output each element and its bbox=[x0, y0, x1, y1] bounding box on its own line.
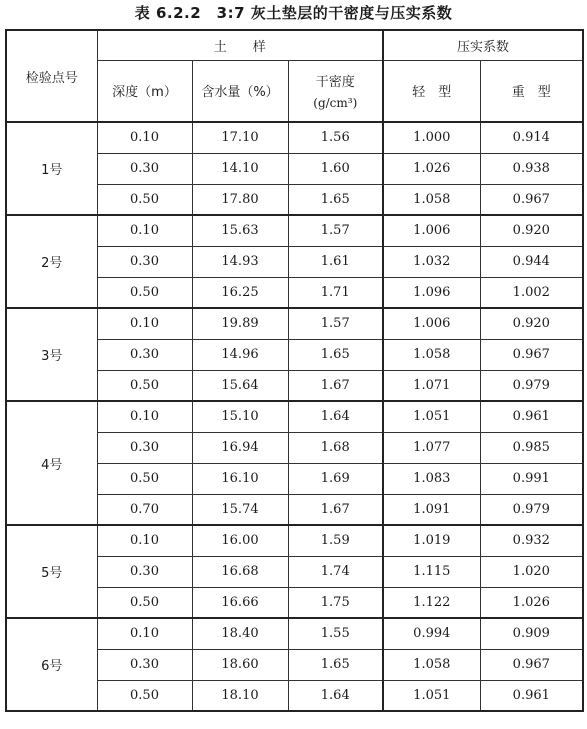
dry-density-cell: 1.57 bbox=[288, 215, 383, 246]
depth-cell: 0.50 bbox=[97, 463, 192, 494]
heavy-compaction-cell: 0.961 bbox=[480, 680, 583, 711]
moisture-cell: 14.10 bbox=[192, 153, 288, 184]
depth-cell: 0.30 bbox=[97, 556, 192, 587]
dry-density-cell: 1.59 bbox=[288, 525, 383, 556]
heavy-compaction-cell: 0.967 bbox=[480, 649, 583, 680]
table-row bbox=[6, 401, 583, 432]
heavy-compaction-cell: 0.932 bbox=[480, 525, 583, 556]
dry-density-cell: 1.55 bbox=[288, 618, 383, 649]
light-compaction-cell: 1.051 bbox=[383, 401, 480, 432]
dry-density-cell: 1.71 bbox=[288, 277, 383, 308]
light-compaction-cell: 1.006 bbox=[383, 215, 480, 246]
heavy-compaction-cell: 1.026 bbox=[480, 587, 583, 618]
depth-cell: 0.30 bbox=[97, 649, 192, 680]
header-compaction: 压实系数 bbox=[383, 30, 583, 60]
table-row bbox=[6, 215, 583, 246]
header-point: 检验点号 bbox=[6, 30, 97, 122]
light-compaction-cell: 1.077 bbox=[383, 432, 480, 463]
moisture-cell: 16.25 bbox=[192, 277, 288, 308]
moisture-cell: 16.68 bbox=[192, 556, 288, 587]
moisture-cell: 18.60 bbox=[192, 649, 288, 680]
heavy-compaction-cell: 1.020 bbox=[480, 556, 583, 587]
point-label: 5号 bbox=[6, 525, 97, 618]
light-compaction-cell: 1.000 bbox=[383, 122, 480, 153]
depth-cell: 0.10 bbox=[97, 215, 192, 246]
dry-density-cell: 1.65 bbox=[288, 339, 383, 370]
dry-density-cell: 1.69 bbox=[288, 463, 383, 494]
heavy-compaction-cell: 0.967 bbox=[480, 339, 583, 370]
light-compaction-cell: 1.006 bbox=[383, 308, 480, 339]
heavy-compaction-cell: 0.938 bbox=[480, 153, 583, 184]
dry-density-cell: 1.67 bbox=[288, 494, 383, 525]
moisture-cell: 16.00 bbox=[192, 525, 288, 556]
depth-cell: 0.30 bbox=[97, 339, 192, 370]
point-label: 2号 bbox=[6, 215, 97, 308]
light-compaction-cell: 1.071 bbox=[383, 370, 480, 401]
moisture-cell: 18.10 bbox=[192, 680, 288, 711]
header-light: 轻 型 bbox=[383, 60, 480, 122]
moisture-cell: 15.74 bbox=[192, 494, 288, 525]
depth-cell: 0.30 bbox=[97, 432, 192, 463]
table-row bbox=[6, 618, 583, 649]
dry-density-cell: 1.67 bbox=[288, 370, 383, 401]
moisture-cell: 19.89 bbox=[192, 308, 288, 339]
dry-density-cell: 1.68 bbox=[288, 432, 383, 463]
depth-cell: 0.10 bbox=[97, 525, 192, 556]
dry-density-cell: 1.65 bbox=[288, 184, 383, 215]
depth-cell: 0.50 bbox=[97, 184, 192, 215]
heavy-compaction-cell: 0.914 bbox=[480, 122, 583, 153]
moisture-cell: 16.10 bbox=[192, 463, 288, 494]
table-row bbox=[6, 308, 583, 339]
light-compaction-cell: 1.058 bbox=[383, 649, 480, 680]
heavy-compaction-cell: 1.002 bbox=[480, 277, 583, 308]
header-dry-density-unit: (g/cm³) bbox=[313, 96, 358, 111]
dry-density-cell: 1.64 bbox=[288, 401, 383, 432]
depth-cell: 0.50 bbox=[97, 680, 192, 711]
point-label: 4号 bbox=[6, 401, 97, 525]
header-dry-density-label: 干密度 bbox=[315, 75, 355, 91]
light-compaction-cell: 1.091 bbox=[383, 494, 480, 525]
moisture-cell: 15.64 bbox=[192, 370, 288, 401]
dry-density-cell: 1.65 bbox=[288, 649, 383, 680]
header-row-top bbox=[6, 30, 583, 60]
depth-cell: 0.30 bbox=[97, 246, 192, 277]
moisture-cell: 14.96 bbox=[192, 339, 288, 370]
point-label: 1号 bbox=[6, 122, 97, 215]
point-label: 6号 bbox=[6, 618, 97, 711]
moisture-cell: 14.93 bbox=[192, 246, 288, 277]
light-compaction-cell: 1.058 bbox=[383, 184, 480, 215]
heavy-compaction-cell: 0.985 bbox=[480, 432, 583, 463]
depth-cell: 0.10 bbox=[97, 122, 192, 153]
depth-cell: 0.70 bbox=[97, 494, 192, 525]
depth-cell: 0.10 bbox=[97, 618, 192, 649]
depth-cell: 0.50 bbox=[97, 370, 192, 401]
depth-cell: 0.10 bbox=[97, 308, 192, 339]
moisture-cell: 17.80 bbox=[192, 184, 288, 215]
header-dry-density bbox=[288, 60, 383, 122]
light-compaction-cell: 1.058 bbox=[383, 339, 480, 370]
heavy-compaction-cell: 0.944 bbox=[480, 246, 583, 277]
light-compaction-cell: 1.083 bbox=[383, 463, 480, 494]
dry-density-cell: 1.56 bbox=[288, 122, 383, 153]
header-heavy: 重 型 bbox=[480, 60, 583, 122]
dry-density-cell: 1.64 bbox=[288, 680, 383, 711]
compaction-table bbox=[5, 29, 584, 712]
heavy-compaction-cell: 0.920 bbox=[480, 308, 583, 339]
light-compaction-cell: 1.051 bbox=[383, 680, 480, 711]
light-compaction-cell: 1.026 bbox=[383, 153, 480, 184]
dry-density-cell: 1.74 bbox=[288, 556, 383, 587]
table-row bbox=[6, 525, 583, 556]
heavy-compaction-cell: 0.909 bbox=[480, 618, 583, 649]
moisture-cell: 16.94 bbox=[192, 432, 288, 463]
dry-density-cell: 1.57 bbox=[288, 308, 383, 339]
light-compaction-cell: 1.032 bbox=[383, 246, 480, 277]
dry-density-cell: 1.75 bbox=[288, 587, 383, 618]
light-compaction-cell: 1.115 bbox=[383, 556, 480, 587]
heavy-compaction-cell: 0.961 bbox=[480, 401, 583, 432]
header-depth: 深度（m） bbox=[97, 60, 192, 122]
heavy-compaction-cell: 0.967 bbox=[480, 184, 583, 215]
dry-density-cell: 1.61 bbox=[288, 246, 383, 277]
depth-cell: 0.50 bbox=[97, 587, 192, 618]
header-moisture: 含水量（%） bbox=[192, 60, 288, 122]
table-row bbox=[6, 122, 583, 153]
depth-cell: 0.10 bbox=[97, 401, 192, 432]
light-compaction-cell: 1.122 bbox=[383, 587, 480, 618]
heavy-compaction-cell: 0.979 bbox=[480, 370, 583, 401]
table-title: 表 6.2.2 3:7 灰土垫层的干密度与压实系数 bbox=[134, 4, 453, 22]
point-label: 3号 bbox=[6, 308, 97, 401]
depth-cell: 0.50 bbox=[97, 277, 192, 308]
heavy-compaction-cell: 0.920 bbox=[480, 215, 583, 246]
light-compaction-cell: 1.019 bbox=[383, 525, 480, 556]
moisture-cell: 15.10 bbox=[192, 401, 288, 432]
light-compaction-cell: 1.096 bbox=[383, 277, 480, 308]
depth-cell: 0.30 bbox=[97, 153, 192, 184]
table-body bbox=[6, 122, 583, 711]
heavy-compaction-cell: 0.991 bbox=[480, 463, 583, 494]
heavy-compaction-cell: 0.979 bbox=[480, 494, 583, 525]
moisture-cell: 16.66 bbox=[192, 587, 288, 618]
light-compaction-cell: 0.994 bbox=[383, 618, 480, 649]
header-soil-sample: 土 样 bbox=[97, 30, 383, 60]
moisture-cell: 15.63 bbox=[192, 215, 288, 246]
moisture-cell: 17.10 bbox=[192, 122, 288, 153]
dry-density-cell: 1.60 bbox=[288, 153, 383, 184]
moisture-cell: 18.40 bbox=[192, 618, 288, 649]
